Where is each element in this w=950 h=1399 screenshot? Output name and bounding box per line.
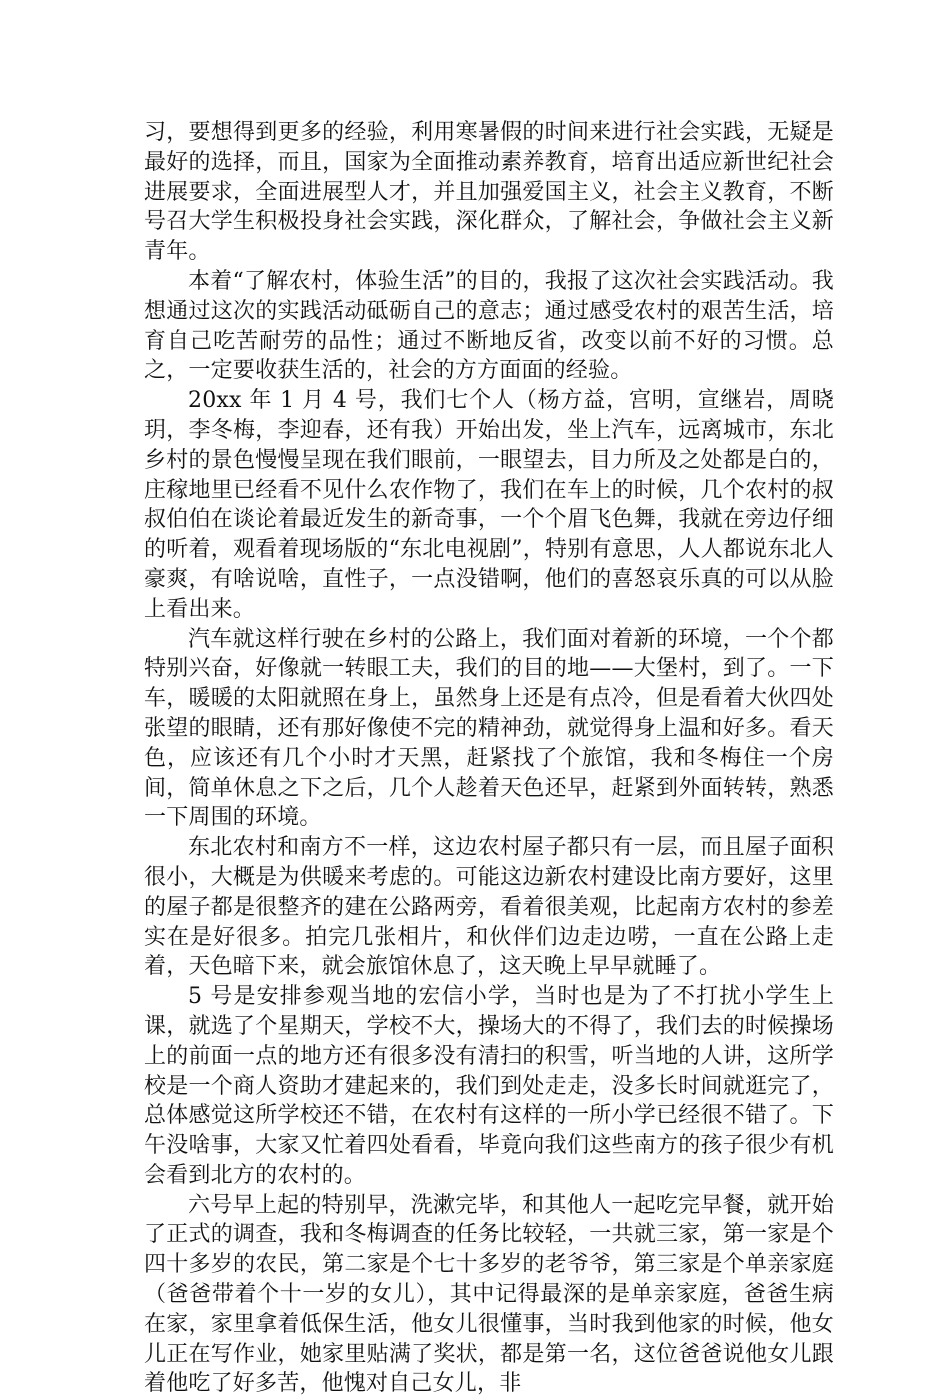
document-body — [144, 118, 834, 1399]
paragraph-2: 本着“了解农村，体验生活”的目的，我报了这次社会实践活动。我想通过这次的实践活动砥砺自己的意志；通过感受农村的艰苦生活，培育自己吃苦耐劳的品性；通过不断地反省，改变以前不好的习惯。总之，一定要收获生活的，社会的方方面面的经验。 — [144, 268, 834, 384]
paragraph-3: 20xx 年 1 月 4 号，我们七个人（杨方益，宫明，宣继岩，周晓玥，李冬梅，李迎春，还有我）开始出发，坐上汽车，远离城市，东北乡村的景色慢慢呈现在我们眼前，一眼望去，目力所及之处都是白的，庄稼地里已经看不见什么农作物了，我们在车上的时候，几个农村的叔叔伯伯在谈论着最近发生的新奇事，一个个眉飞色舞，我就在旁边仔细的听着，观看着现场版的“东北电视剧”，特别有意思，人人都说东北人豪爽，有啥说啥，直性子，一点没错啊，他们的喜怒哀乐真的可以从脸上看出来。 — [144, 388, 834, 622]
paragraph-4: 汽车就这样行驶在乡村的公路上，我们面对着新的环境，一个个都特别兴奋，好像就一转眼工夫，我们的目的地——大堡村，到了。一下车，暖暖的太阳就照在身上，虽然身上还是有点冷，但是看着大伙四处张望的眼睛，还有那好像使不完的精神劲，就觉得身上温和好多。看天色，应该还有几个小时才天黑，赶紧找了个旅馆，我和冬梅住一个房间，简单休息之下之后，几个人趁着天色还早，赶紧到外面转转，熟悉一下周围的环境。 — [144, 626, 834, 831]
paragraph-5: 东北农村和南方不一样，这边农村屋子都只有一层，而且屋子面积很小，大概是为供暖来考虑的。可能这边新农村建设比南方要好，这里的屋子都是很整齐的建在公路两旁，看着很美观，比起南方农村的参差实在是好很多。拍完几张相片，和伙伴们边走边唠，一直在公路上走着，天色暗下来，就会旅馆休息了，这天晚上早早就睡了。 — [144, 835, 834, 980]
paragraph-6: 5 号是安排参观当地的宏信小学，当时也是为了不打扰小学生上课，就选了个星期天，学校不大，操场大的不得了，我们去的时候操场上的前面一点的地方还有很多没有清扫的积雪，听当地的人讲，这所学校是一个商人资助才建起来的，我们到处走走，没多长时间就逛完了，总体感觉这所学校还不错，在农村有这样的一所小学已经很不错了。下午没啥事，大家又忙着四处看看，毕竟向我们这些南方的孩子很少有机会看到北方的农村的。 — [144, 984, 834, 1188]
paragraph-7: 六号早上起的特别早，洗漱完毕，和其他人一起吃完早餐，就开始了正式的调查，我和冬梅调查的任务比较轻，一共就三家，第一家是个四十多岁的农民，第二家是个七十多岁的老爷爷，第三家是个单亲家庭（爸爸带着个十一岁的女儿），其中记得最深的是单亲家庭，爸爸生病在家，家里拿着低保生活，他女儿很懂事，当时我到他家的时候，他女儿正在写作业，她家里贴满了奖状，都是第一名，这位爸爸说他女儿跟着他吃了好多苦，他愧对自己女儿，非 — [144, 1192, 834, 1397]
paragraph-1: 习，要想得到更多的经验，利用寒暑假的时间来进行社会实践，无疑是最好的选择，而且，国家为全面推动素养教育，培育出适应新世纪社会进展要求，全面进展型人才，并且加强爱国主义，社会主义教育，不断号召大学生积极投身社会实践，深化群众，了解社会，争做社会主义新青年。 — [144, 120, 834, 265]
